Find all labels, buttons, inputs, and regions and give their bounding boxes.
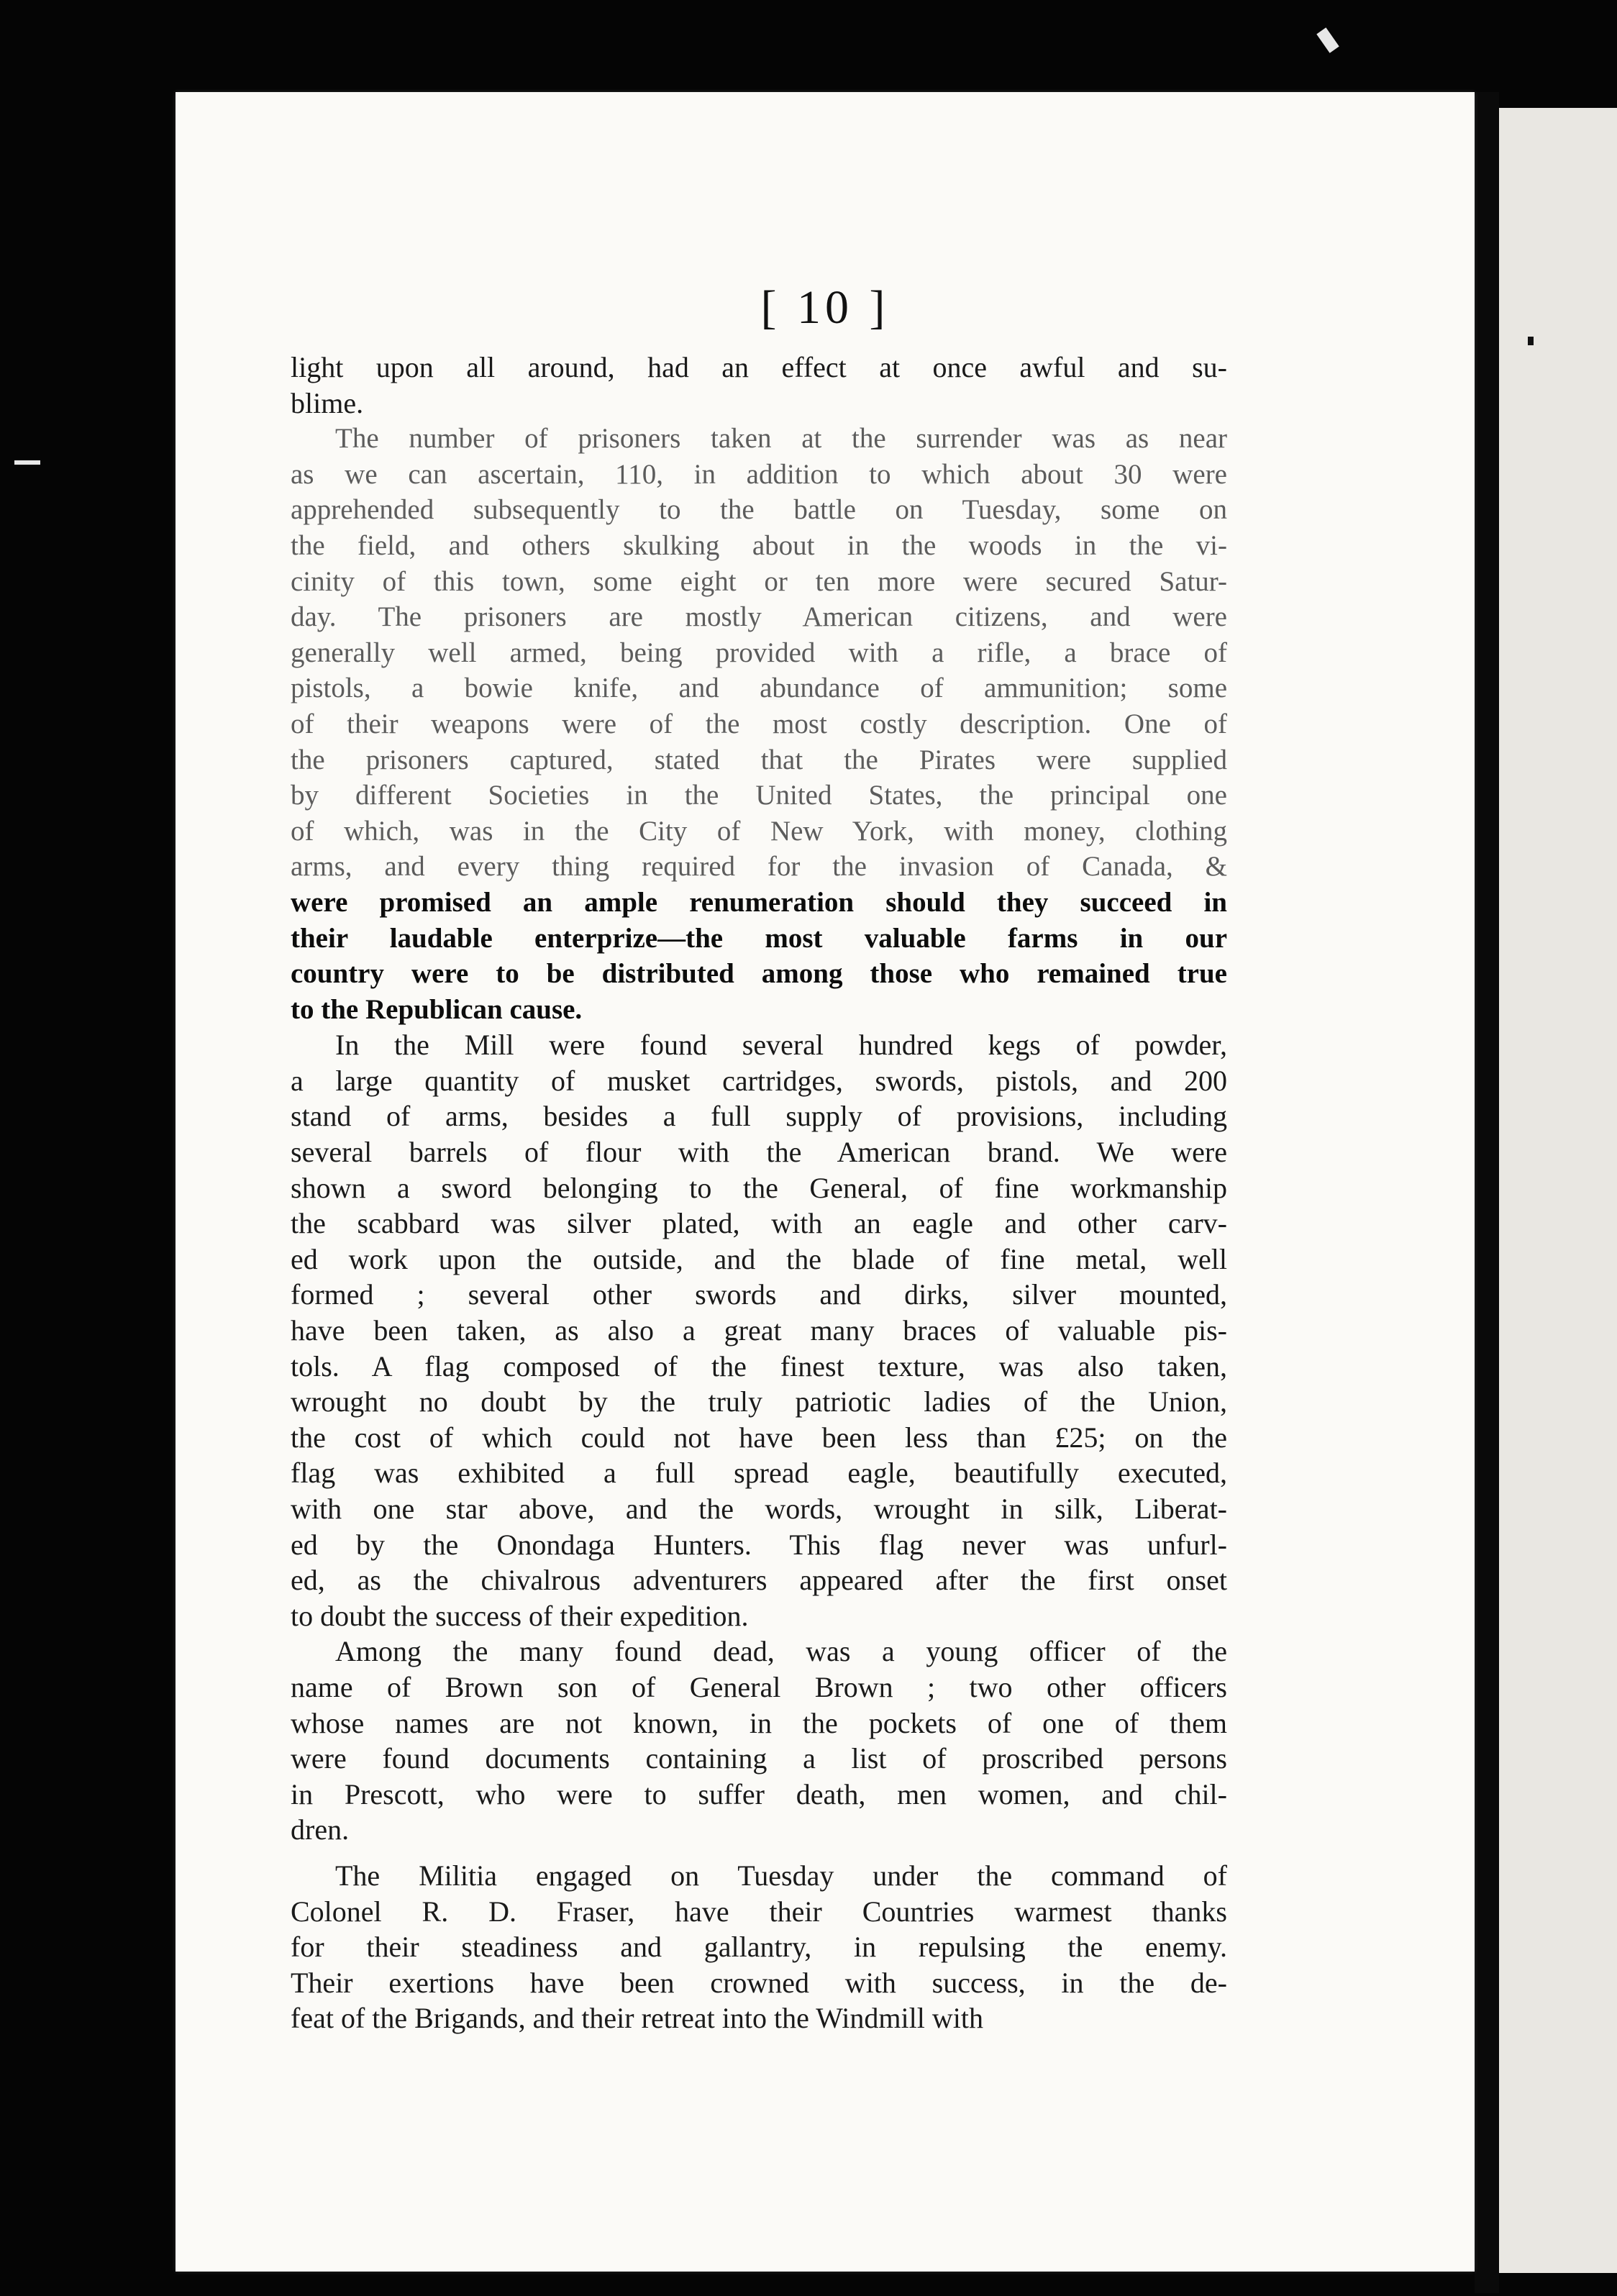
text-line: the prisoners captured, stated that the Pirates were supplied	[291, 744, 1227, 775]
text-line: several barrels of flour with the American brand. We were	[291, 1136, 1227, 1169]
text-line: flag was exhibited a full spread eagle, beautifully executed,	[291, 1457, 1227, 1490]
text-line: apprehended subsequently to the battle on Tuesday, some on	[291, 494, 1227, 526]
text-line: blime.	[291, 386, 364, 419]
paragraph-p1	[291, 350, 1227, 421]
text-line: shown a sword belonging to the General, of fine workmanship	[291, 1171, 1227, 1204]
text-line: to doubt the success of their expedition.	[291, 1599, 749, 1632]
paragraph-p5	[291, 1858, 1227, 2036]
text-line: of which, was in the City of New York, with money, clothing	[291, 815, 1227, 847]
text-line: the cost of which could not have been less than £25; on the	[291, 1421, 1227, 1454]
text-line: ed work upon the outside, and the blade of fine metal, well	[291, 1242, 1227, 1275]
text-line: light upon all around, had an effect at once awful and su-	[291, 351, 1227, 383]
text-line: pistols, a bowie knife, and abundance of ammunition; some	[291, 673, 1227, 704]
text-line: day. The prisoners are mostly American citizens, and were	[291, 601, 1227, 633]
text-line: were found documents containing a list of proscribed persons	[291, 1742, 1227, 1775]
text-line: generally well armed, being provided with a rifle, a brace of	[291, 637, 1227, 668]
text-line: Colonel R. D. Fraser, have their Countries warmest thanks	[291, 1895, 1227, 1928]
text-line: a large quantity of musket cartridges, swords, pistols, and 200	[291, 1064, 1227, 1097]
text-line: dren.	[291, 1813, 350, 1846]
text-line: of their weapons were of the most costly description. One of	[291, 708, 1227, 739]
paragraph-p3	[291, 1027, 1227, 1634]
text-line: Among the many found dead, was a young officer of the	[335, 1635, 1227, 1668]
text-line: formed ; several other swords and dirks, silver mounted,	[291, 1278, 1227, 1311]
text-line: Their exertions have been crowned with success, in the de-	[291, 1966, 1227, 1999]
text-line: to the Republican cause.	[291, 993, 583, 1025]
text-line: the scabbard was silver plated, with an eagle and other carv-	[291, 1207, 1227, 1240]
text-line: feat of the Brigands, and their retreat into the Windmill with	[291, 2002, 983, 2035]
text-line: whose names are not known, in the pockets of one of them	[291, 1706, 1227, 1739]
text-line: arms, and every thing required for the invasion of Canada, &	[291, 851, 1227, 883]
text-line: In the Mill were found several hundred kegs of powder,	[335, 1029, 1227, 1062]
body-text	[291, 350, 1227, 2036]
text-line: ed by the Onondaga Hunters. This flag never was unfurl-	[291, 1528, 1227, 1561]
text-line: the field, and others skulking about in the woods in the vi-	[291, 529, 1227, 561]
text-line: country were to be distributed among those who remained true	[291, 958, 1227, 990]
page-gutter	[1475, 92, 1499, 2293]
text-line: with one star above, and the words, wrought in silk, Liberat-	[291, 1493, 1227, 1525]
text-line: have been taken, as also a great many braces of valuable pis-	[291, 1314, 1227, 1347]
document-page	[176, 92, 1475, 2272]
text-line: as we can ascertain, 110, in addition to which about 30 were	[291, 458, 1227, 490]
paragraph-p4	[291, 1634, 1227, 1848]
page-number: [ 10 ]	[760, 281, 890, 334]
paragraph-p2	[291, 421, 1227, 1027]
text-line: name of Brown son of General Brown ; two other officers	[291, 1670, 1227, 1703]
text-line: were promised an ample renumeration should they succeed in	[291, 886, 1227, 918]
text-line: in Prescott, who were to suffer death, men women, and chil-	[291, 1777, 1227, 1810]
text-line: The Militia engaged on Tuesday under the command of	[335, 1859, 1227, 1892]
text-line: tols. A flag composed of the finest texture, was also taken,	[291, 1349, 1227, 1382]
text-line: stand of arms, besides a full supply of provisions, including	[291, 1100, 1227, 1133]
text-line: The number of prisoners taken at the surrender was as near	[335, 423, 1227, 455]
text-line: cinity of this town, some eight or ten more were secured Satur-	[291, 565, 1227, 597]
scan-mark	[14, 460, 40, 465]
text-line: ed, as the chivalrous adventurers appeared after the first onset	[291, 1564, 1227, 1597]
text-line: by different Societies in the United States, the principal one	[291, 780, 1227, 811]
text-line: for their steadiness and gallantry, in repulsing the enemy.	[291, 1931, 1227, 1964]
paragraph-gap	[291, 1848, 1227, 1858]
adjacent-page-edge	[1499, 108, 1617, 2273]
text-line: wrought no doubt by the truly patriotic ladies of the Union,	[291, 1385, 1227, 1418]
text-line: their laudable enterprize—the most valuable farms in our	[291, 922, 1227, 954]
scan-mark	[1528, 337, 1534, 345]
